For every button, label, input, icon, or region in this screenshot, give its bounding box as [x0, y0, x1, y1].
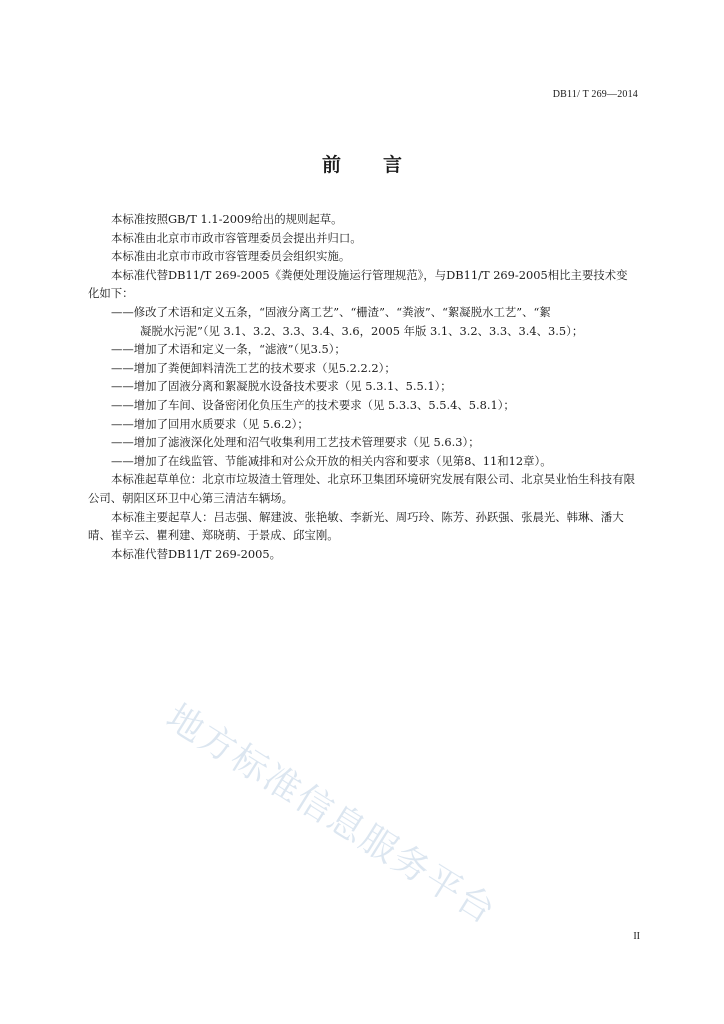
paragraph-drafting-rules: 本标准按照GB/T 1.1-2009给出的规则起草。 — [111, 212, 343, 226]
paragraph-proposer: 本标准由北京市市政市容管理委员会提出并归口。 — [111, 230, 362, 245]
title-char-1: 前 — [321, 154, 341, 176]
paragraph-drafting-units: 本标准起草单位：北京市垃圾渣土管理处、北京环卫集团环境研究发展有限公司、北京昊业怡生科技有限公司、朝阳区环卫中心第三清洁车辆场。 — [88, 472, 635, 505]
watermark-text: 地方标准信息服务平台 — [159, 696, 504, 933]
paragraph-implementer: 本标准由北京市市政市容管理委员会组织实施。 — [111, 249, 351, 264]
change-item: ——增加了车间、设备密闭化负压生产的技术要求（见 5.3.3、5.5.4、5.8.1）； — [111, 397, 515, 412]
change-item: ——增加了回用水质要求（见 5.6.2）； — [111, 416, 309, 431]
change-item-continuation: 凝脱水污泥”（见 3.1、3.2、3.3、3.4、3.6，2005 年版 3.1、3.2、3.3、3.4、3.5）； — [140, 323, 584, 338]
change-item: ——修改了术语和定义五条，“固液分离工艺”、“栅渣”、“粪液”、“絮凝脱水工艺”、“絮 — [111, 304, 551, 319]
paragraph-replacement-changes: 本标准代替DB11/T 269-2005《粪便处理设施运行管理规范》，与DB11/T 269-2005相比主要技术变化如下： — [88, 267, 628, 301]
page-title — [0, 150, 724, 177]
paragraph-supersedes: 本标准代替DB11/T 269-2005。 — [111, 546, 281, 561]
standard-code: DB11/ T 269—2014 — [552, 89, 638, 100]
foreword-body — [88, 210, 636, 563]
change-item: ——增加了滤液深化处理和沼气收集利用工艺技术管理要求（见 5.6.3）； — [111, 435, 480, 450]
change-item: ——增加了粪便卸料清洗工艺的技术要求（见5.2.2.2）； — [111, 360, 396, 375]
page-number: II — [633, 931, 640, 942]
change-item: ——增加了在线监管、节能减排和对公众开放的相关内容和要求（见第8、11和12章）。 — [111, 453, 552, 468]
paragraph-drafters: 本标准主要起草人：吕志强、解建波、张艳敏、李新光、周巧玲、陈芳、孙跃强、张晨光、韩琳、潘大晴、崔辛云、瞿利建、郑晓萌、于景成、邱宝刚。 — [88, 509, 624, 543]
change-item: ——增加了固液分离和絮凝脱水设备技术要求（见 5.3.1、5.5.1）； — [111, 379, 452, 394]
change-item: ——增加了术语和定义一条，“滤液”（见3.5）； — [111, 342, 346, 357]
title-char-2: 言 — [383, 154, 403, 176]
